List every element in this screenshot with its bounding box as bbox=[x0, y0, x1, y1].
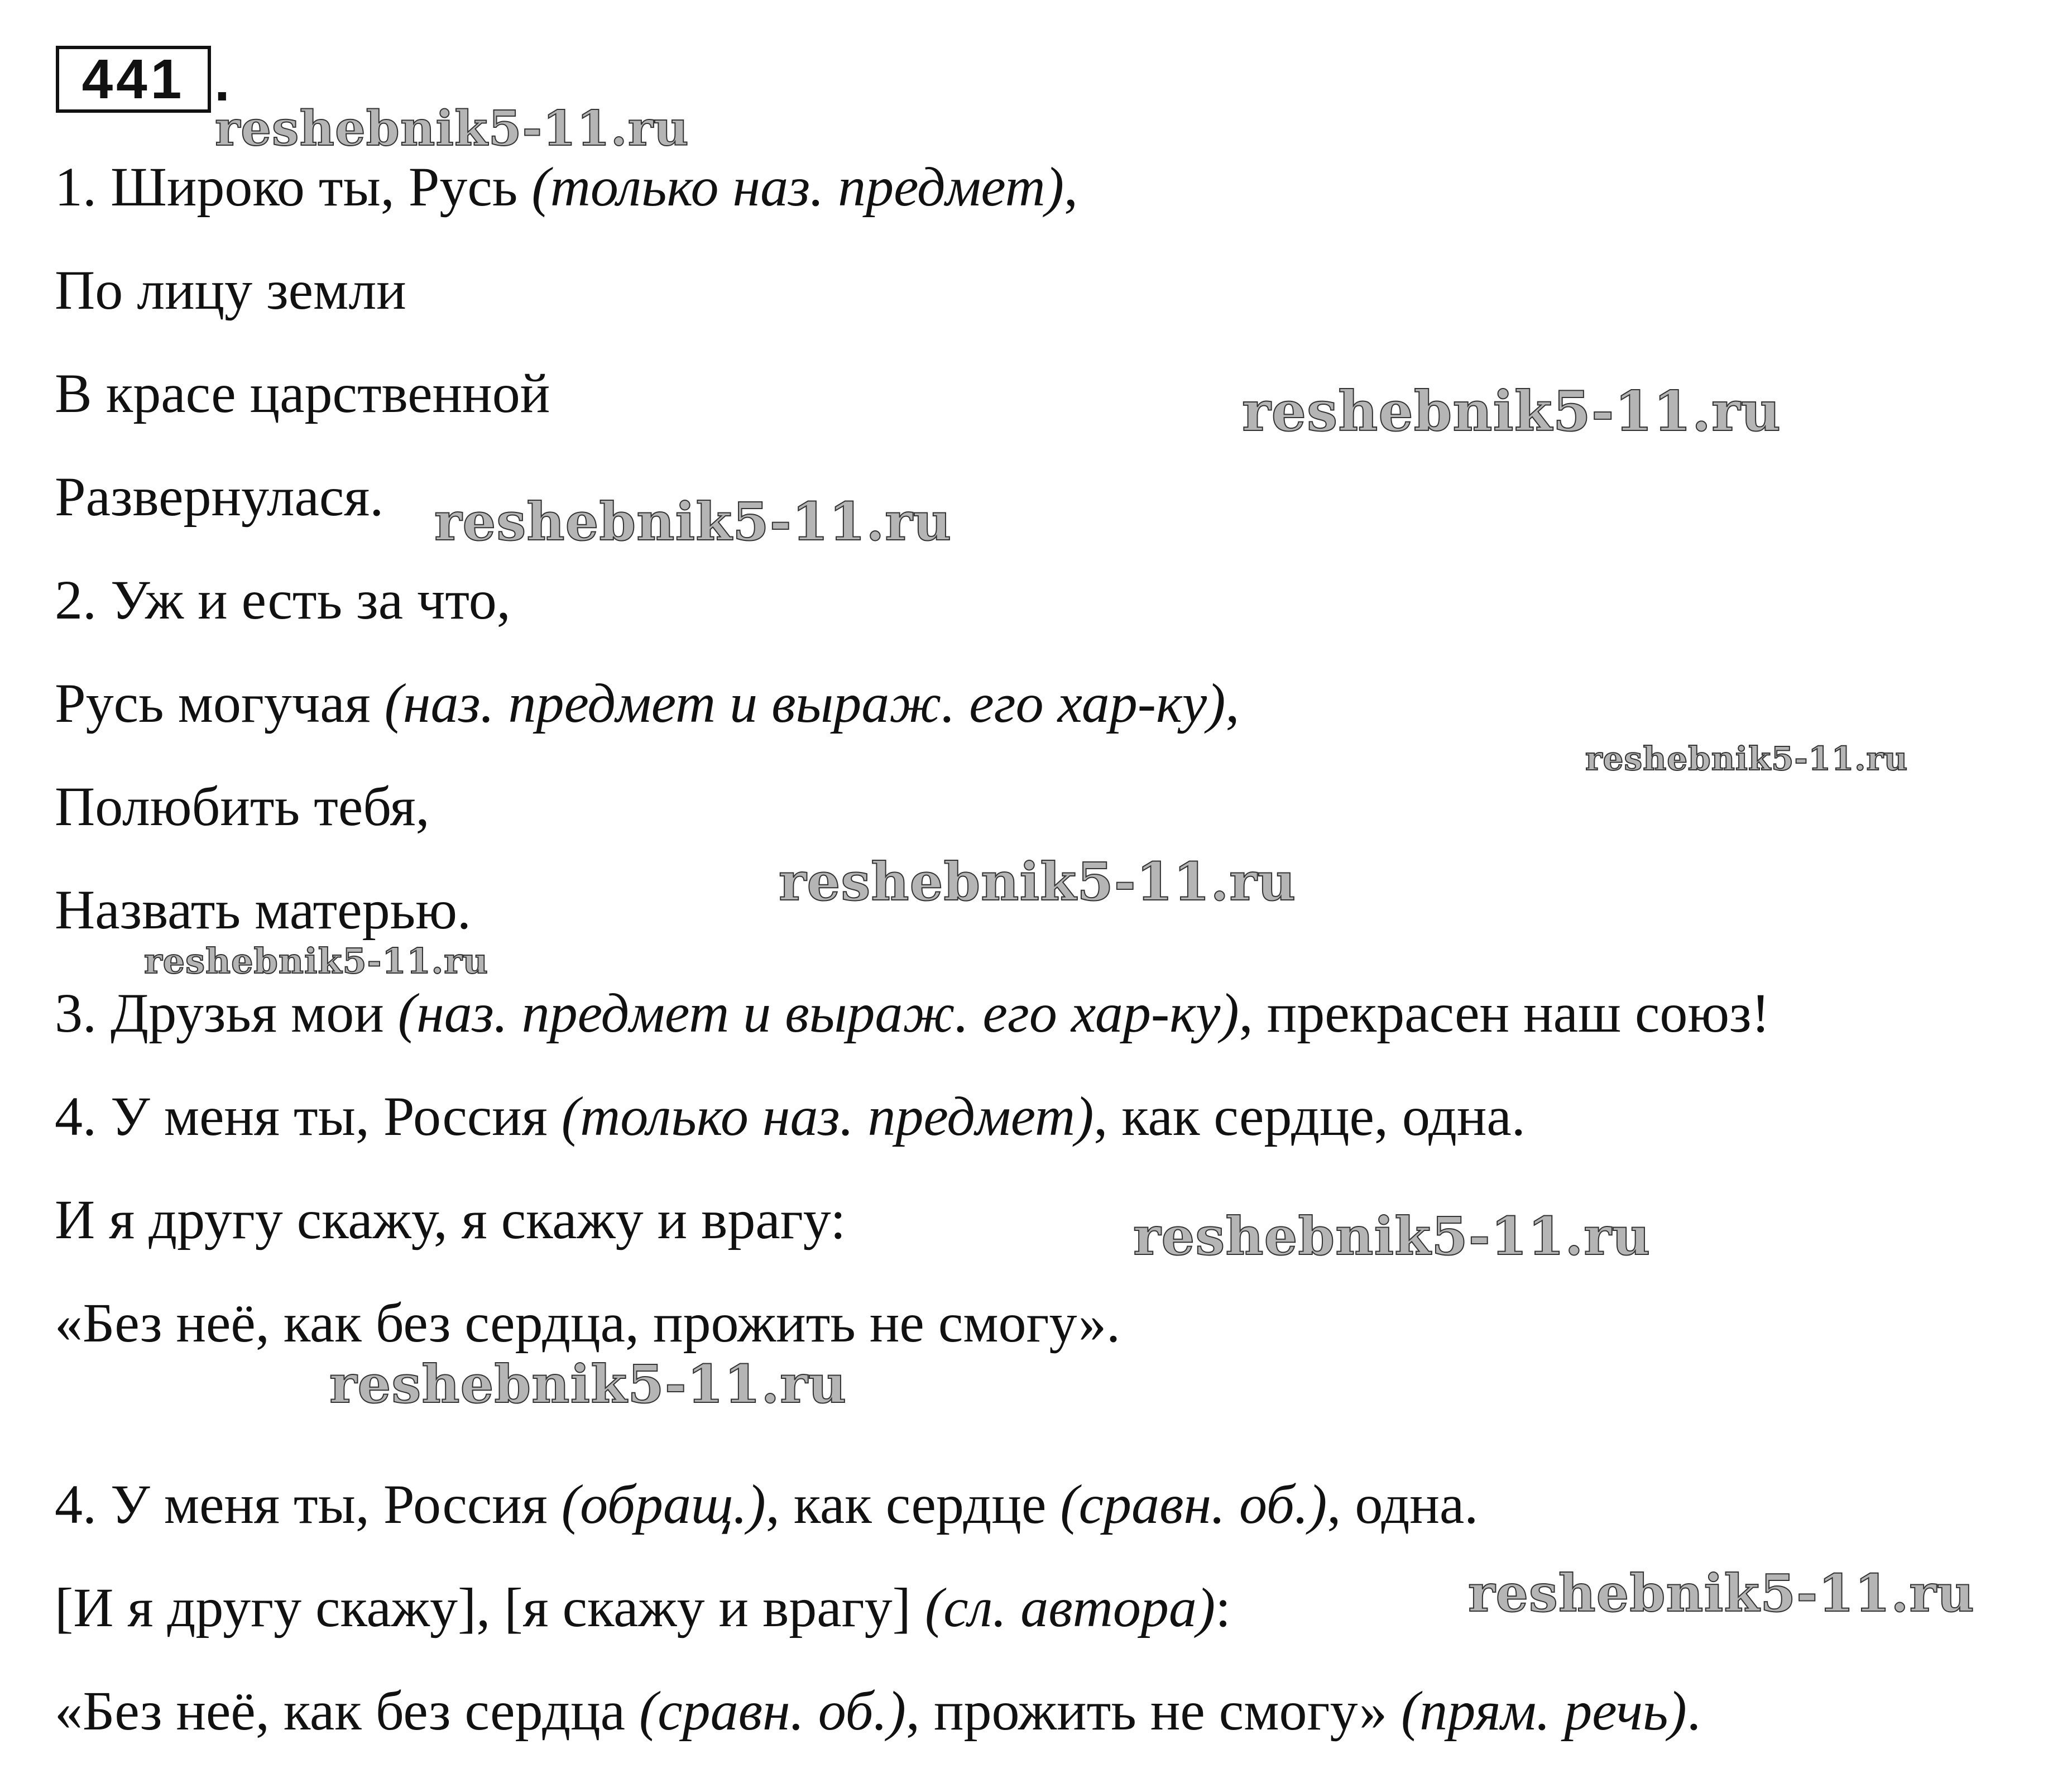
line-text: , как сердце bbox=[765, 1473, 1061, 1535]
line-text: Назвать матерью. bbox=[55, 879, 471, 941]
line-text: [И я другу скажу], [я скажу и врагу] bbox=[55, 1576, 925, 1638]
line-text: : bbox=[1215, 1576, 1231, 1638]
watermark-text: reshebnik5-11.ru bbox=[1242, 380, 1781, 444]
line-text: И я другу скажу, я скажу и врагу: bbox=[55, 1189, 846, 1250]
line-text: 4. У меня ты, Россия bbox=[55, 1473, 562, 1535]
annotation-text: (сравн. об.) bbox=[639, 1680, 906, 1742]
text-line bbox=[55, 1577, 1231, 1638]
annotation-text: (наз. предмет и выраж. его хар-ку) bbox=[397, 982, 1239, 1044]
watermark-text: reshebnik5-11.ru bbox=[144, 941, 488, 981]
text-line bbox=[55, 1086, 1526, 1147]
task-number: 441 bbox=[81, 48, 185, 111]
annotation-text: (прям. речь) bbox=[1400, 1680, 1687, 1742]
text-line bbox=[55, 1474, 1478, 1535]
text-line bbox=[55, 466, 383, 528]
task-number-box bbox=[56, 46, 211, 113]
line-text: , одна. bbox=[1327, 1473, 1479, 1535]
annotation-text: (наз. предмет и выраж. его хар-ку) bbox=[384, 672, 1226, 734]
annotation-text: (обращ.) bbox=[561, 1473, 766, 1535]
text-line bbox=[55, 879, 471, 941]
line-text: 3. Друзья мои bbox=[55, 982, 398, 1044]
line-text: , bbox=[1064, 156, 1078, 218]
line-text: 2. Уж и есть за что, bbox=[55, 569, 511, 631]
watermark-text: reshebnik5-11.ru bbox=[215, 100, 689, 157]
text-line bbox=[55, 776, 430, 837]
line-text: , прекрасен наш союз! bbox=[1239, 982, 1770, 1044]
annotation-text: (сравн. об.) bbox=[1060, 1473, 1327, 1535]
watermark-text: reshebnik5-11.ru bbox=[1133, 1206, 1651, 1267]
text-line bbox=[55, 156, 1078, 218]
watermark-text: reshebnik5-11.ru bbox=[1585, 740, 1908, 778]
line-text: Полюбить тебя, bbox=[55, 775, 430, 837]
watermark-text: reshebnik5-11.ru bbox=[1468, 1563, 1975, 1623]
annotation-text: (только наз. предмет) bbox=[531, 156, 1064, 218]
annotation-text: (только наз. предмет) bbox=[561, 1085, 1094, 1147]
line-text: Русь могучая bbox=[55, 672, 385, 734]
line-text: 4. У меня ты, Россия bbox=[55, 1085, 562, 1147]
annotation-text: (сл. автора) bbox=[924, 1576, 1216, 1638]
line-text: , прожить не смогу» bbox=[905, 1680, 1401, 1742]
text-line bbox=[55, 569, 511, 631]
text-line bbox=[55, 1680, 1701, 1742]
text-line bbox=[55, 1292, 1120, 1354]
text-line bbox=[55, 983, 1770, 1044]
text-line bbox=[55, 1189, 846, 1250]
task-number-dot: . bbox=[214, 50, 230, 113]
line-text: , как сердце, одна. bbox=[1093, 1085, 1526, 1147]
line-text: 1. Широко ты, Русь bbox=[55, 156, 532, 218]
text-line bbox=[55, 673, 1239, 734]
text-line bbox=[55, 260, 406, 321]
watermark-text: reshebnik5-11.ru bbox=[779, 851, 1297, 913]
watermark-text: reshebnik5-11.ru bbox=[329, 1354, 847, 1415]
text-line bbox=[55, 363, 550, 424]
line-text: В красе царственной bbox=[55, 362, 550, 424]
line-text: По лицу земли bbox=[55, 259, 406, 321]
line-text: . bbox=[1686, 1680, 1701, 1742]
watermark-text: reshebnik5-11.ru bbox=[434, 491, 952, 553]
line-text: , bbox=[1225, 672, 1240, 734]
line-text: Развернулася. bbox=[55, 466, 384, 528]
line-text: «Без неё, как без сердца, прожить не смогу». bbox=[55, 1292, 1120, 1354]
line-text: «Без неё, как без сердца bbox=[55, 1680, 639, 1742]
